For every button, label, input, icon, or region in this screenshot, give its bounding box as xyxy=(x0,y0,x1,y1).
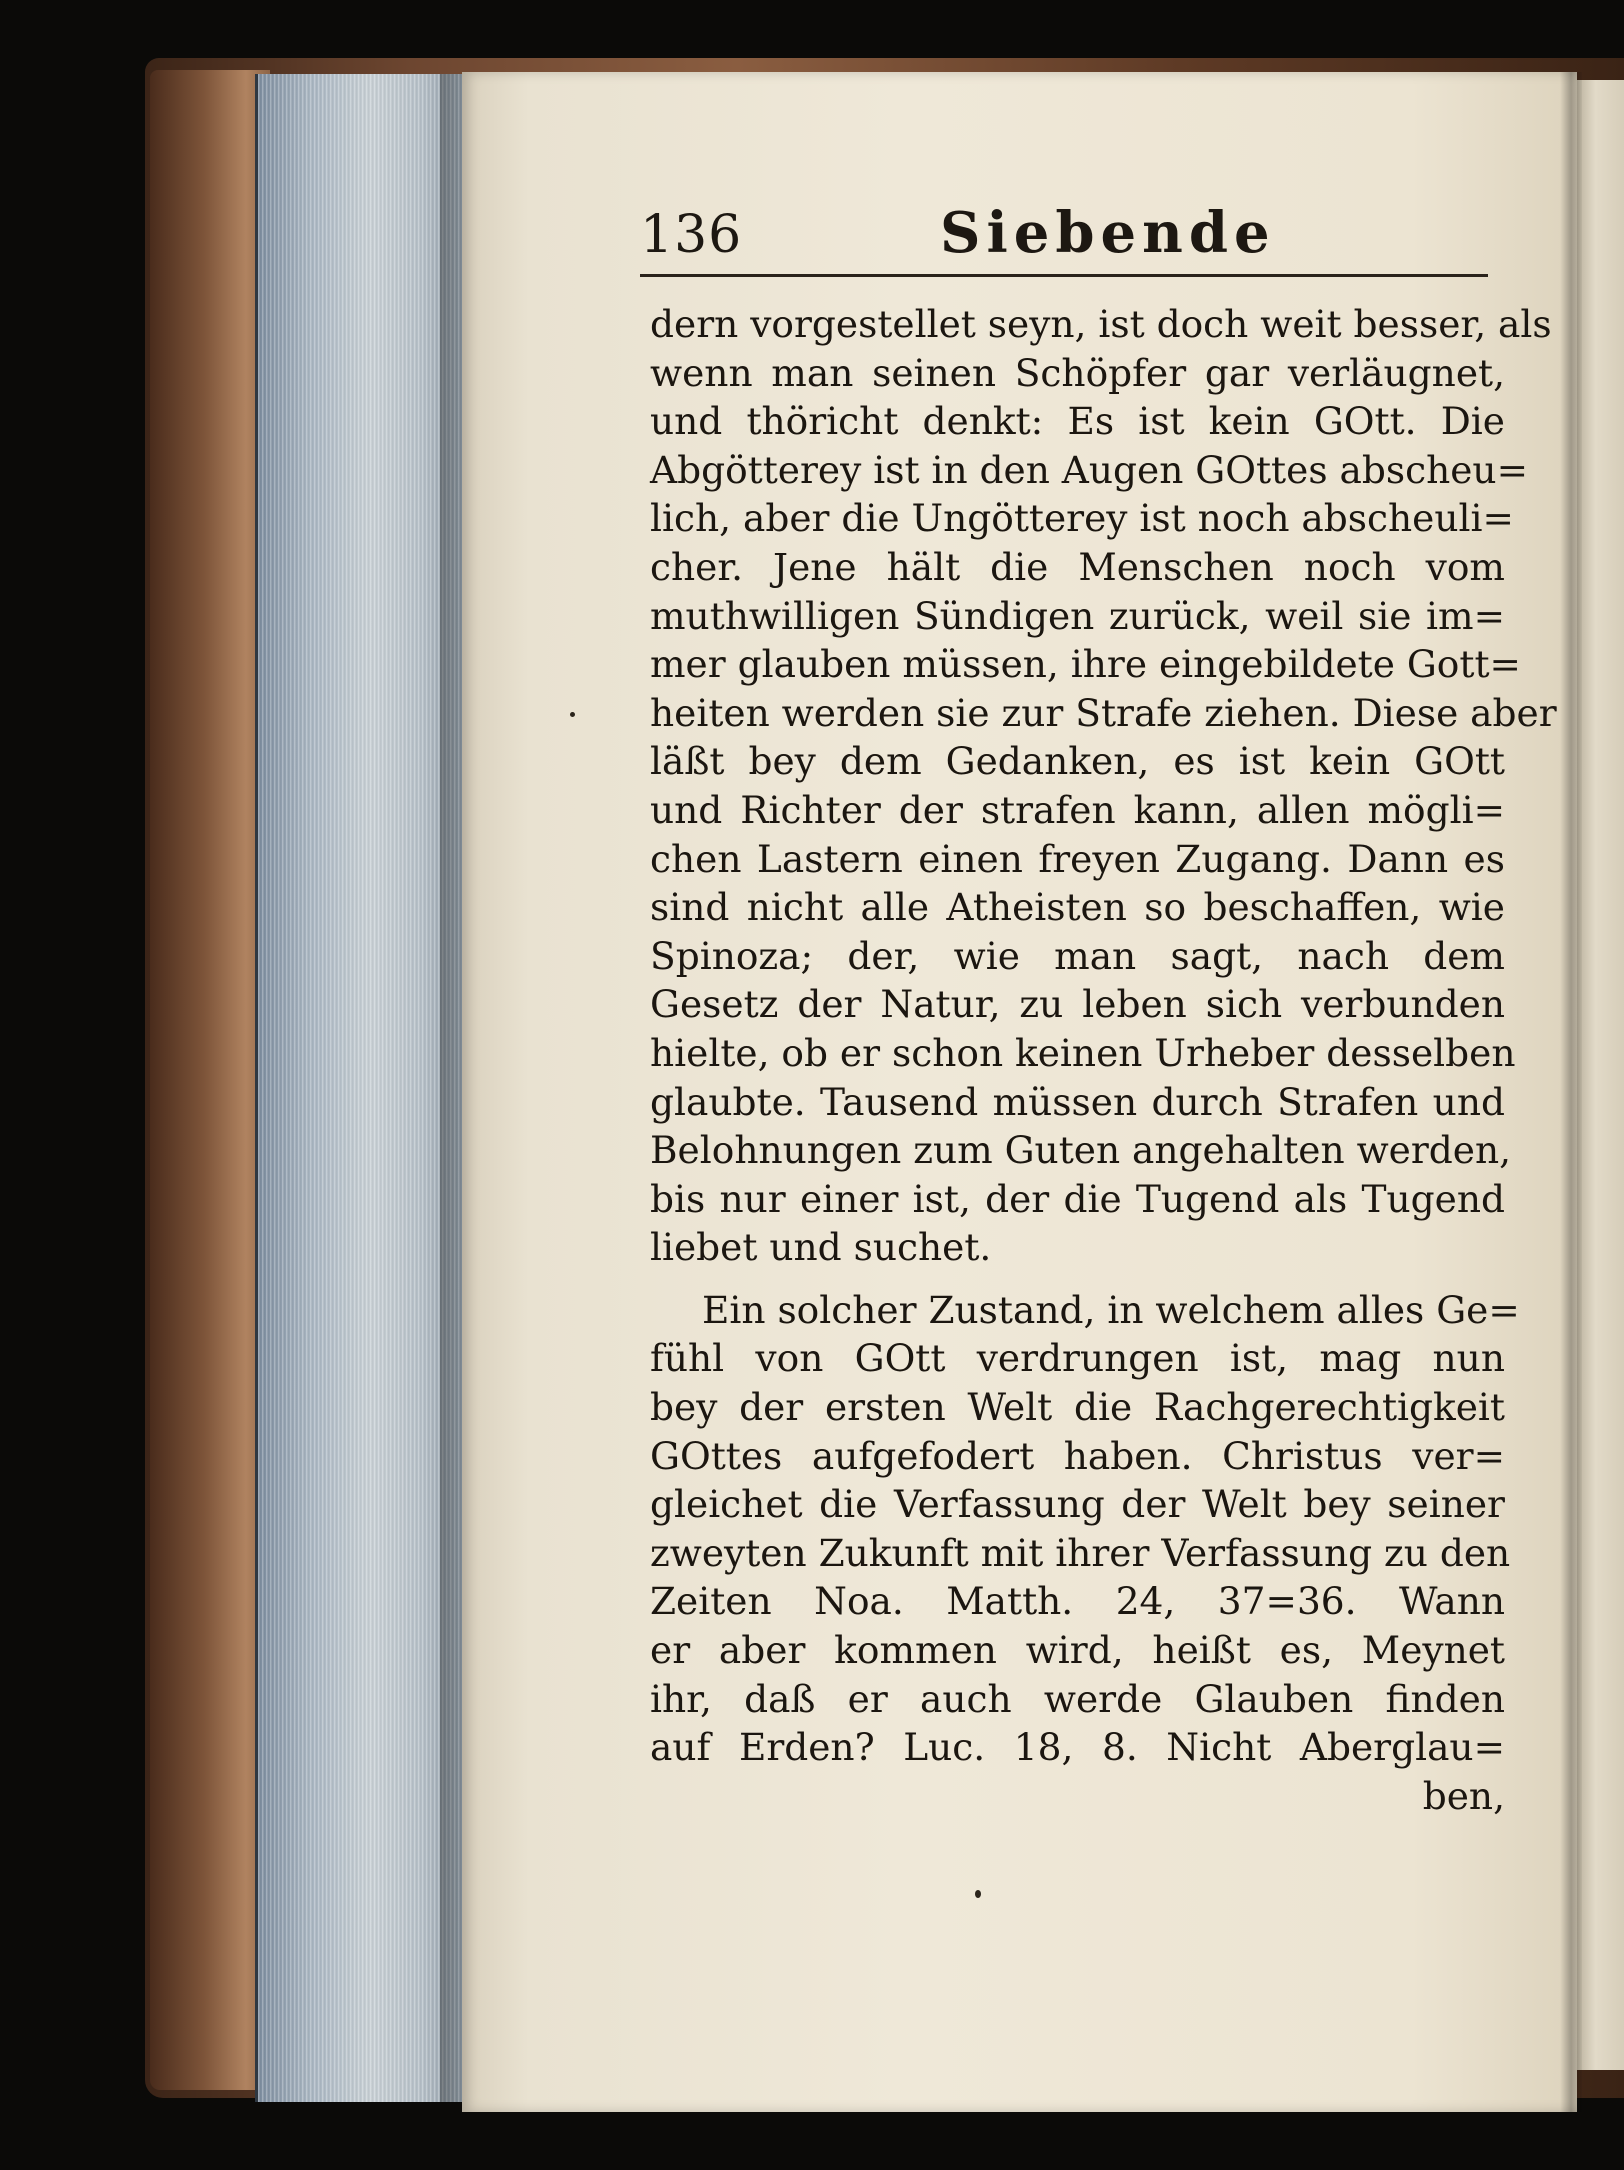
text-line: und Richter der strafen kann, allen mögli= xyxy=(650,787,1505,832)
paragraph-2 xyxy=(650,1286,1520,1772)
page-block-edge xyxy=(255,74,463,2102)
text-line: bis nur einer ist, der die Tugend als Tugend xyxy=(650,1176,1505,1221)
running-head: Siebende xyxy=(940,200,1276,266)
text-line: er aber kommen wird, heißt es, Meynet xyxy=(650,1628,1505,1673)
text-line: chen Lastern einen freyen Zugang. Dann es xyxy=(650,836,1505,881)
page-number: 136 xyxy=(640,205,743,265)
body-text xyxy=(650,300,1557,1820)
text-line: fühl von GOtt verdrungen ist, mag nun xyxy=(650,1336,1505,1381)
text-line: heiten werden sie zur Strafe ziehen. Diese aber xyxy=(650,690,1557,735)
text-line: mer glauben müssen, ihre eingebildete Gott= xyxy=(650,642,1521,687)
page-gutter xyxy=(1560,72,1582,2112)
text-line: muthwilligen Sündigen zurück, weil sie im= xyxy=(650,593,1505,638)
text-line: läßt bey dem Gedanken, es ist kein GOtt xyxy=(650,739,1505,784)
paragraph-gap xyxy=(650,1272,1505,1286)
text-line: dern vorgestellet seyn, ist doch weit besser, als xyxy=(650,302,1552,346)
text-line: glaubte. Tausend müssen durch Strafen und xyxy=(650,1079,1505,1124)
text-line: gleichet die Verfassung der Welt bey seiner xyxy=(650,1482,1505,1527)
text-line: ihr, daß er auch werde Glauben finden xyxy=(650,1676,1505,1721)
text-line: wenn man seinen Schöpfer gar verläugnet, xyxy=(650,350,1505,395)
text-line: Zeiten Noa. Matth. 24, 37=36. Wann xyxy=(650,1579,1505,1624)
text-line: und thöricht denkt: Es ist kein GOtt. Die xyxy=(650,399,1505,444)
text-line: Ein solcher Zustand, in welchem alles Ge= xyxy=(702,1287,1520,1332)
text-line: bey der ersten Welt die Rachgerechtigkeit xyxy=(650,1385,1505,1430)
text-line: Gesetz der Natur, zu leben sich verbunden xyxy=(650,982,1505,1027)
text-line: hielte, ob er schon keinen Urheber desselben xyxy=(650,1030,1516,1075)
text-line: lich, aber die Ungötterey ist noch abscheuli= xyxy=(650,496,1514,541)
cover-spine-edge xyxy=(150,70,270,2090)
text-line: sind nicht alle Atheisten so beschaffen, wie xyxy=(650,885,1505,930)
text-line: liebet und suchet. xyxy=(650,1225,992,1270)
catchword: ben, xyxy=(1422,1773,1505,1818)
ink-speck xyxy=(570,712,575,717)
text-line: cher. Jene hält die Menschen noch vom xyxy=(650,544,1505,589)
facing-page-edge xyxy=(1576,80,1624,2070)
paragraph-1 xyxy=(650,300,1557,1272)
text-line: auf Erden? Luc. 18, 8. Nicht Aberglau= xyxy=(650,1725,1505,1770)
header-rule xyxy=(640,274,1488,277)
text-line: GOttes aufgefodert haben. Christus ver= xyxy=(650,1433,1505,1478)
text-line: Belohnungen zum Guten angehalten werden, xyxy=(650,1128,1512,1173)
text-line: Spinoza; der, wie man sagt, nach dem xyxy=(650,933,1505,978)
text-line: zweyten Zukunft mit ihrer Verfassung zu den xyxy=(650,1530,1511,1575)
text-line: Abgötterey ist in den Augen GOttes abscheu= xyxy=(650,447,1529,492)
ink-speck xyxy=(975,1890,981,1898)
